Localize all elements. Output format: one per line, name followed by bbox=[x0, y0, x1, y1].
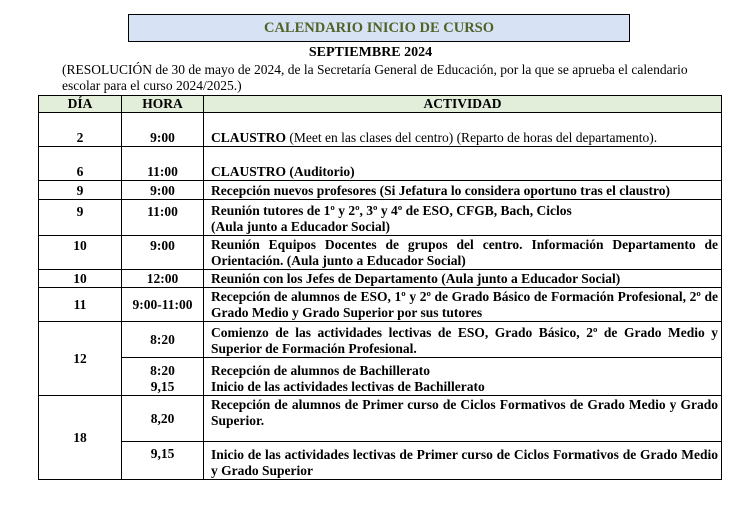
cell-hora: 11:00 bbox=[122, 147, 204, 181]
cell-dia: 10 bbox=[39, 270, 122, 288]
table-row bbox=[39, 181, 722, 200]
cell-actividad: Comienzo de las actividades lectivas de ESO, Grado Básico, 2º de Grado Medio y Superior de Formación Profesional. bbox=[204, 322, 722, 358]
cell-actividad bbox=[204, 200, 722, 236]
cell-actividad bbox=[204, 113, 722, 147]
cell-hora: 9:00-11:00 bbox=[122, 288, 204, 322]
calendar-table bbox=[38, 95, 722, 480]
document-title: CALENDARIO INICIO DE CURSO bbox=[263, 19, 495, 36]
table-row bbox=[39, 236, 722, 270]
cell-hora: 11:00 bbox=[122, 200, 204, 236]
cell-dia: 12 bbox=[39, 322, 122, 396]
cell-actividad: Inicio de las actividades lectivas de Primer curso de Ciclos Formativos de Grado Medio y Grado Superior bbox=[204, 442, 722, 480]
table-row bbox=[39, 358, 722, 396]
cell-hora: 9:00 bbox=[122, 113, 204, 147]
cell-actividad: Reunión Equipos Docentes de grupos del centro. Información Departamento de Orientación. (Aula junto a Educador Social) bbox=[204, 236, 722, 270]
table-row bbox=[39, 113, 722, 147]
cell-actividad: Recepción de alumnos de Primer curso de Ciclos Formativos de Grado Medio y Grado Superior. bbox=[204, 396, 722, 442]
table-row bbox=[39, 396, 722, 442]
cell-dia: 9 bbox=[39, 181, 122, 200]
cell-actividad: Recepción nuevos profesores (Si Jefatura lo considera oportuno tras el claustro) bbox=[204, 181, 722, 200]
cell-hora bbox=[122, 358, 204, 396]
table-row bbox=[39, 270, 722, 288]
table-row bbox=[39, 442, 722, 480]
cell-hora: 8:20 bbox=[122, 322, 204, 358]
table-row bbox=[39, 322, 722, 358]
header-dia: DÍA bbox=[39, 96, 122, 113]
cell-hora: 9:00 bbox=[122, 181, 204, 200]
activity-bold: CLAUSTRO bbox=[211, 130, 287, 145]
table-row bbox=[39, 200, 722, 236]
hora-line-2: 9,15 bbox=[150, 379, 175, 394]
cell-hora: 12:00 bbox=[122, 270, 204, 288]
activity-line-2: (Aula junto a Educador Social) bbox=[211, 219, 391, 234]
cell-actividad: Recepción de alumnos de ESO, 1º y 2º de Grado Básico de Formación Profesional, 2º de Grado Medio y Grado Superior por sus tutores bbox=[204, 288, 722, 322]
table-header-row bbox=[39, 96, 722, 113]
cell-actividad bbox=[204, 358, 722, 396]
cell-hora: 9:00 bbox=[122, 236, 204, 270]
table-row bbox=[39, 147, 722, 181]
hora-line-1: 8:20 bbox=[150, 363, 175, 378]
header-hora: HORA bbox=[122, 96, 204, 113]
cell-dia: 6 bbox=[39, 147, 122, 181]
cell-dia: 9 bbox=[39, 200, 122, 236]
table-row bbox=[39, 288, 722, 322]
title-box bbox=[128, 14, 630, 42]
cell-actividad: Reunión con los Jefes de Departamento (Aula junto a Educador Social) bbox=[204, 270, 722, 288]
cell-actividad: CLAUSTRO (Auditorio) bbox=[204, 147, 722, 181]
activity-rest: (Meet en las clases del centro) (Reparto de horas del departamento). bbox=[286, 130, 658, 145]
resolution-note: (RESOLUCIÓN de 30 de mayo de 2024, de la Secretaría General de Educación, por la que se aprueba el calendario escolar para el curso 2024/2025.) bbox=[62, 62, 688, 93]
cell-hora: 8,20 bbox=[122, 396, 204, 442]
activity-line-2: Inicio de las actividades lectivas de Bachillerato bbox=[211, 379, 485, 394]
cell-dia: 2 bbox=[39, 113, 122, 147]
cell-dia: 18 bbox=[39, 396, 122, 480]
header-actividad: ACTIVIDAD bbox=[204, 96, 722, 113]
activity-line-1: Recepción de alumnos de Bachillerato bbox=[211, 363, 430, 378]
cell-dia: 11 bbox=[39, 288, 122, 322]
cell-hora: 9,15 bbox=[122, 442, 204, 480]
month-heading: SEPTIEMBRE 2024 bbox=[308, 45, 433, 60]
activity-line-1: Reunión tutores de 1º y 2º, 3º y 4º de ESO, CFGB, Bach, Ciclos bbox=[211, 203, 572, 218]
cell-dia: 10 bbox=[39, 236, 122, 270]
